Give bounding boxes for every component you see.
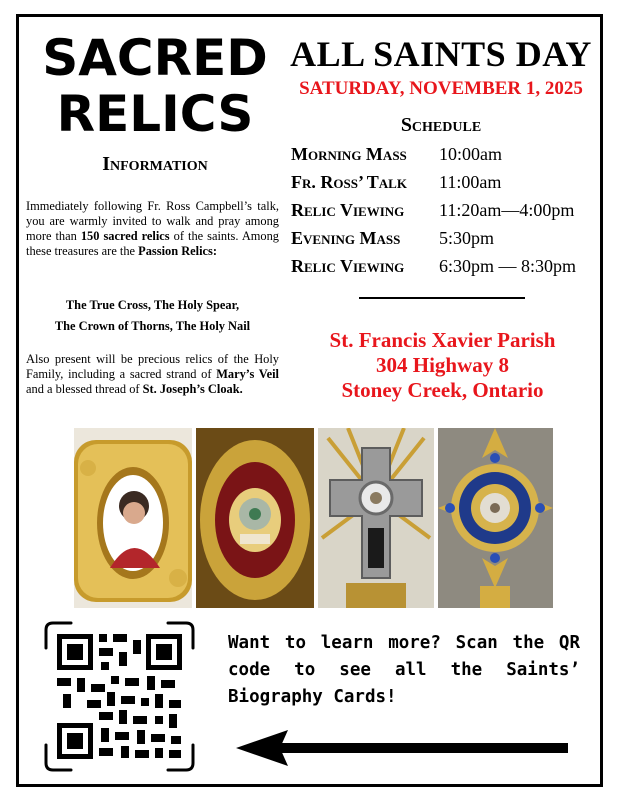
schedule-row (291, 198, 601, 226)
schedule-row (291, 170, 601, 198)
passion-relics-list (26, 295, 279, 337)
schedule-event: Fr. Ross’ Talk (291, 172, 407, 192)
schedule-event: Morning Mass (291, 144, 407, 164)
sacred-relics-title: SACRED RELICS (42, 29, 268, 143)
schedule-event: Relic Viewing (291, 256, 405, 276)
schedule-heading: Schedule (400, 114, 482, 136)
schedule-time: 11:20am—4:00pm (439, 200, 575, 220)
all-saints-day-title: ALL SAINTS DAY (290, 34, 592, 74)
relic-photo-carlo (74, 428, 192, 608)
relics-line: The True Cross, The Holy Spear, (65, 298, 240, 312)
parish-address: St. Francis Xavier Parish 304 Highway 8 Stoney Creek, Ontario (329, 328, 556, 402)
schedule-event: Evening Mass (291, 228, 401, 248)
divider-line (359, 297, 525, 299)
schedule-row (291, 142, 601, 170)
event-date: SATURDAY, NOVEMBER 1, 2025 (299, 78, 583, 99)
relic-photos (74, 428, 553, 608)
schedule-time: 11:00am (439, 172, 502, 192)
relic-photo-reliquary-red (196, 428, 314, 608)
arrow-left-icon (236, 728, 572, 768)
scan-qr-message: Want to learn more? Scan the QR code to see all the Saints’ Biography Cards! (228, 633, 580, 707)
relic-photo-blue-reliquary (438, 428, 553, 608)
schedule-time: 10:00am (439, 144, 502, 164)
qr-code[interactable] (43, 620, 196, 773)
schedule-time: 5:30pm (439, 228, 495, 248)
schedule-table (291, 142, 601, 282)
schedule-row (291, 226, 601, 254)
information-paragraph: Immediately following Fr. Ross Campbell’s talk, you are warmly invited to walk and pray among more than 150 sacred relics of the saints. Among these treasures are the Passion Relics: (26, 199, 279, 258)
schedule-time: 6:30pm — 8:30pm (439, 256, 577, 276)
relic-photo-silver-cross (318, 428, 434, 608)
holy-family-paragraph: Also present will be precious relics of the Holy Family, including a sacred strand of Mary’s Veil and a blessed thread of St. Joseph’s Cloak. (26, 352, 279, 396)
schedule-row (291, 254, 601, 282)
information-heading: Information (102, 153, 208, 175)
schedule-event: Relic Viewing (291, 200, 405, 220)
svg-text:CARLO: CARLO (118, 534, 150, 544)
relics-line: The Crown of Thorns, The Holy Nail (54, 319, 251, 333)
